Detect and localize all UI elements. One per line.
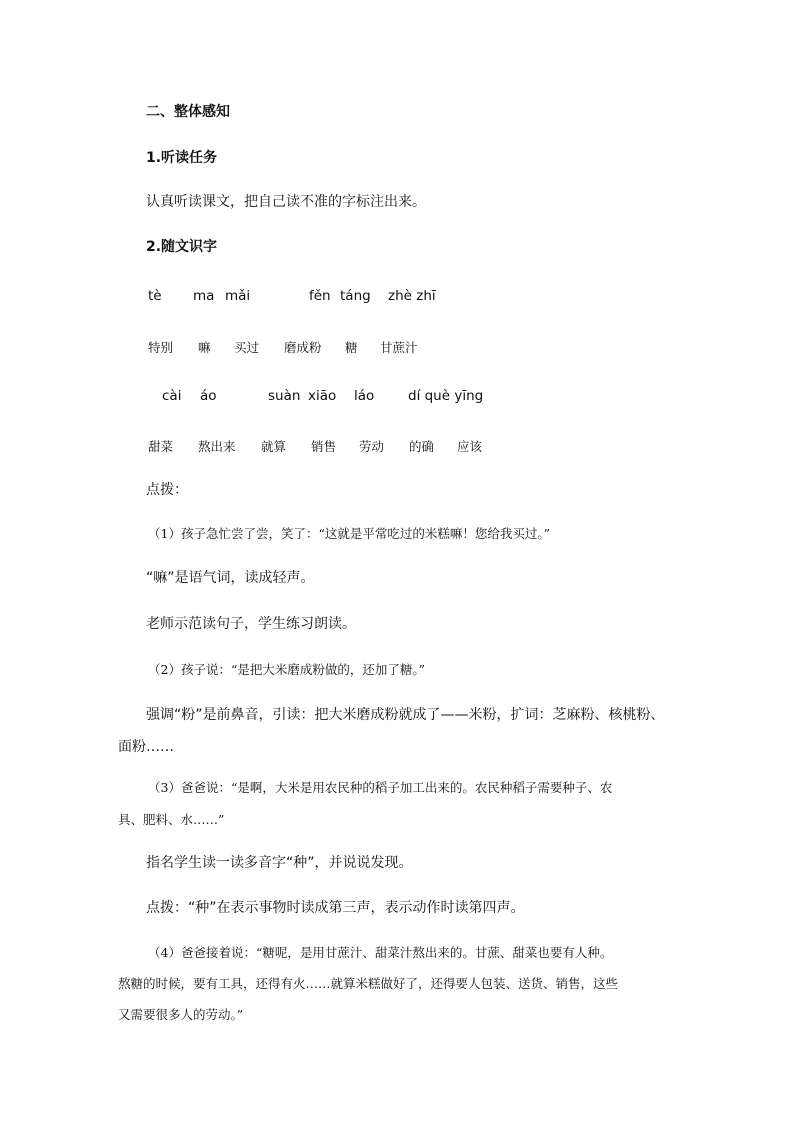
vocab-word: 就算 <box>261 439 287 454</box>
pinyin: fěn <box>309 288 331 304</box>
vocab-word: 买过 <box>234 340 260 355</box>
pinyin: zhè zhī <box>388 288 436 304</box>
paragraph: “嘛”是语气词，读成轻声。 <box>146 570 315 586</box>
pinyin: tè <box>148 288 162 304</box>
pinyin: mǎi <box>225 288 251 304</box>
paragraph: 老师示范读句子，学生练习朗读。 <box>146 616 356 632</box>
vocab-word: 劳动 <box>359 439 385 454</box>
pinyin: láo <box>354 388 375 404</box>
example-sentence: 熬糖的时候，要有工具，还得有火……就算米糕做好了，还得要人包装、送货、销售，这些 <box>118 976 619 991</box>
example-sentence: 又需要很多人的劳动。” <box>118 1007 244 1022</box>
vocab-word: 的确 <box>409 439 435 454</box>
pinyin: cài <box>162 388 182 404</box>
task1-text: 认真听读课文，把自己读不准的字标注出来。 <box>146 194 426 210</box>
task1-title: 1.听读任务 <box>146 150 218 166</box>
example-sentence: （2）孩子说：“是把大米磨成粉做的，还加了糖。” <box>148 662 425 677</box>
vocab-word: 甜菜 <box>148 439 174 454</box>
section-title: 二、整体感知 <box>146 104 230 120</box>
vocab-word: 熬出来 <box>198 439 236 454</box>
pinyin: xiāo <box>308 388 337 404</box>
vocab-word: 嘛 <box>198 340 211 355</box>
paragraph: 点拨：“种”在表示事物时读成第三声，表示动作时读第四声。 <box>146 900 525 916</box>
vocab-word: 销售 <box>311 439 337 454</box>
task2-title: 2.随文识字 <box>146 239 218 255</box>
pinyin: dí què yīng <box>408 388 484 404</box>
paragraph: 面粉…… <box>118 739 174 755</box>
example-sentence: （1）孩子急忙尝了尝，笑了：“这就是平常吃过的米糕嘛！您给我买过。” <box>148 526 550 541</box>
pinyin: ma <box>193 288 215 304</box>
pinyin: áo <box>200 388 217 404</box>
vocab-word: 磨成粉 <box>284 340 322 355</box>
pinyin: suàn <box>268 388 301 404</box>
pinyin: táng <box>340 288 371 304</box>
paragraph: 强调“粉”是前鼻音，引读：把大米磨成粉就成了——米粉，扩词：芝麻粉、核桃粉、 <box>146 707 665 723</box>
vocab-word: 糖 <box>345 340 358 355</box>
paragraph: 指名学生读一读多音字“种”，并说说发现。 <box>146 855 413 871</box>
example-sentence: 具、肥料、水……” <box>118 812 225 827</box>
vocab-word: 甘蔗汁 <box>380 340 418 355</box>
tips-label: 点拨： <box>146 482 188 498</box>
example-sentence: （3）爸爸说：“是啊，大米是用农民种的稻子加工出来的。农民种稻子需要种子、农 <box>148 780 613 795</box>
example-sentence: （4）爸爸接着说：“糖呢，是用甘蔗汁、甜菜汁熬出来的。甘蔗、甜菜也要有人种。 <box>148 945 613 960</box>
vocab-word: 应该 <box>457 439 483 454</box>
vocab-word: 特别 <box>148 340 174 355</box>
